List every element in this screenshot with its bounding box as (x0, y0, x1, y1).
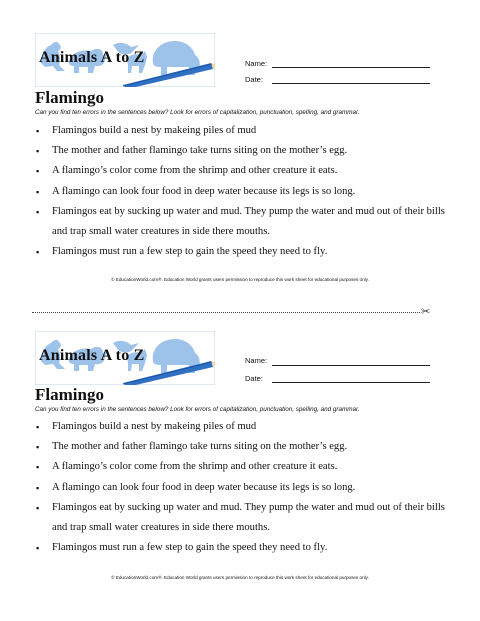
worksheet-title: Flamingo (35, 88, 104, 107)
banner-title: Animals A to Z (39, 49, 145, 66)
date-label: Date: (245, 75, 263, 84)
copyright-notice: © EducationWorld.com®. Education World grants users permission to reproduce this work sheet for educational purposes only. (111, 575, 369, 580)
date-field[interactable] (272, 83, 430, 84)
list-item: ▪ Flamingos build a nest by makeing piles of mud (35, 121, 455, 141)
cut-line (32, 312, 420, 313)
list-item: ▪ Flamingos eat by sucking up water and mud. They pump the water and mud out of their bills and trap small water creatures in side there mouths. (35, 202, 455, 242)
sentence-list (35, 121, 455, 262)
copyright-notice: © EducationWorld.com®. Education World grants users permission to reproduce this work sheet for educational purposes only. (111, 277, 369, 282)
banner-title: Animals A to Z (39, 347, 145, 364)
bullet-icon: ▪ (36, 502, 40, 513)
bullet-icon: ▪ (36, 247, 40, 258)
list-item: ▪ Flamingos must run a few step to gain the speed they need to fly. (35, 538, 455, 558)
name-field[interactable] (272, 67, 430, 68)
list-item: ▪ A flamingo’s color come from the shrimp and other creature it eats. (35, 161, 455, 181)
name-label: Name: (245, 356, 268, 365)
bullet-icon: ▪ (36, 126, 40, 136)
name-field[interactable] (272, 365, 430, 366)
list-item: ▪ Flamingos eat by sucking up water and mud. They pump the water and mud out of their bills and trap small water creatures in side there mouths. (35, 498, 455, 538)
name-label: Name: (245, 59, 268, 68)
date-field[interactable] (272, 382, 430, 383)
scissors-icon: ✂ (421, 305, 431, 318)
animals-banner (35, 331, 215, 385)
worksheet-title: Flamingo (35, 385, 104, 404)
bullet-icon: ▪ (36, 462, 40, 473)
list-item: ▪ The mother and father flamingo take turns siting on the mother’s egg. (35, 141, 455, 161)
instructions: Can you find ten errors in the sentences below? Look for errors of capitalization, punctuation, spelling, and grammar. (35, 406, 360, 413)
list-item: ▪ The mother and father flamingo take turns siting on the mother’s egg. (35, 437, 455, 457)
sentence-list (35, 417, 455, 558)
bullet-icon: ▪ (36, 543, 40, 554)
bullet-icon: ▪ (36, 166, 40, 177)
bullet-icon: ▪ (36, 482, 40, 493)
list-item: ▪ Flamingos build a nest by makeing piles of mud (35, 417, 455, 437)
bullet-icon: ▪ (36, 422, 40, 432)
bullet-icon: ▪ (36, 206, 40, 217)
list-item: ▪ A flamingo can look four food in deep water because its legs is so long. (35, 182, 455, 202)
bullet-icon: ▪ (36, 186, 40, 197)
list-item: ▪ A flamingo can look four food in deep water because its legs is so long. (35, 478, 455, 498)
date-label: Date: (245, 374, 263, 383)
bullet-icon: ▪ (36, 146, 40, 157)
list-item: ▪ A flamingo’s color come from the shrimp and other creature it eats. (35, 457, 455, 477)
bullet-icon: ▪ (36, 442, 40, 453)
animals-banner (35, 33, 215, 87)
instructions: Can you find ten errors in the sentences below? Look for errors of capitalization, punctuation, spelling, and grammar. (35, 109, 360, 116)
list-item: ▪ Flamingos must run a few step to gain the speed they need to fly. (35, 242, 455, 262)
